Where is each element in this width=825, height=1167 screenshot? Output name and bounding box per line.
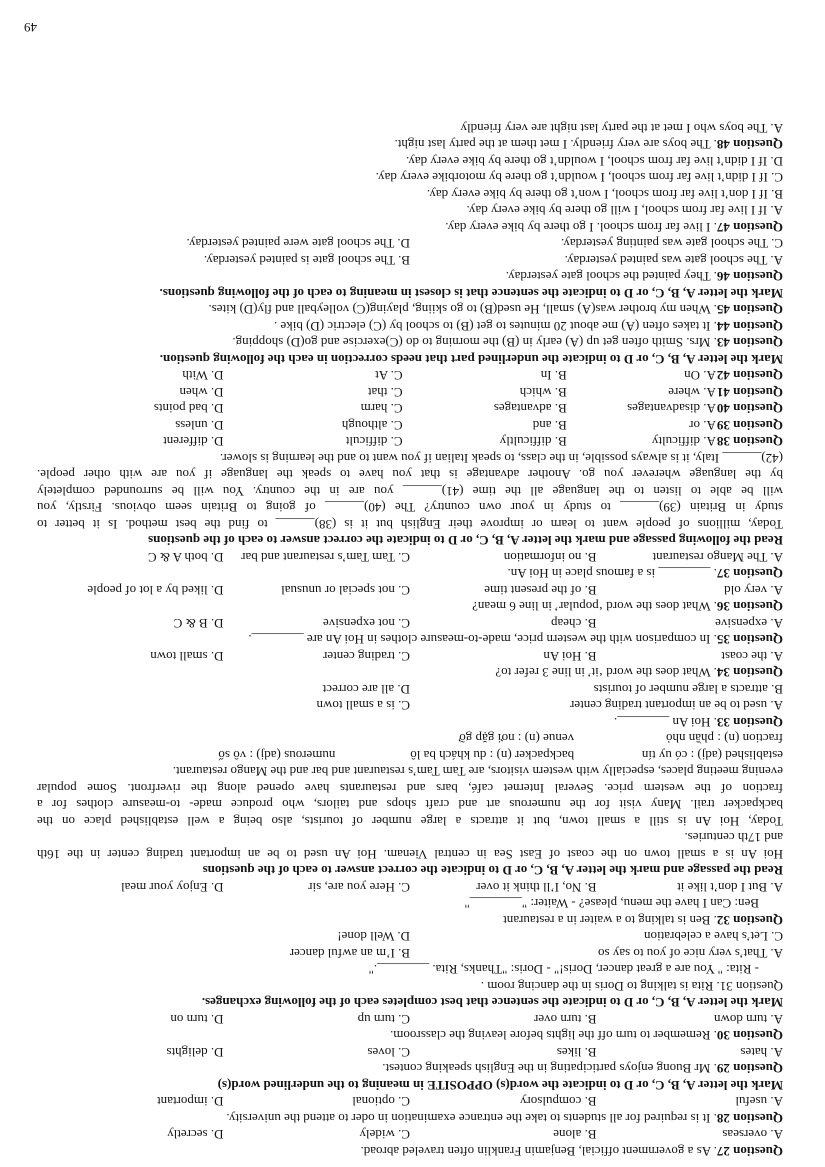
q47-option: B. If I don’t live far from school, I won’t go there by bike every day. — [426, 187, 783, 202]
question-43: Question 43. Mrs. Smith often get up (A) early in (B) the morning to do (C)exercise and go(D) shopping. — [232, 335, 783, 351]
question-32: Question 32. Ben is talking to a waiter in a restaurant — [503, 913, 783, 928]
q47-option: D. If I didn’t live far from school, I wouldn’t go there by bike every day. — [405, 154, 783, 169]
passage2-line: Today, millions of people want to learn or improve their English but it is (38)______ to find the best method. Is it better to — [37, 517, 783, 532]
q27-options: A. overseas B. alone C. widely D. secretly — [167, 1127, 783, 1143]
passage1-line: backpacker trail. Many visit for the numerous art and craft shops and tailors, who produce made- to-measure clothes for a — [37, 797, 783, 813]
question-37: Question 37. ________ is a famous place in Hoi An. — [507, 566, 783, 582]
question-44: Question 44. It takes often (A) me about 20 minutes to get (B) to school by (C) electric (D) bike . — [273, 319, 783, 334]
question-40: Question 40 A. disadvantages B. advantages C. harm D. bad points — [153, 401, 783, 417]
question-30: Question 30. Remember to turn off the lights before leaving the classroom. — [390, 1028, 783, 1044]
instruction-exchanges: Mark the letter A, B, C, or D to indicate the sentence that best completes each of the following exchanges. — [201, 995, 783, 1011]
q31-options-row1: A. That’s very nice of you to say so B. I’m an awful dancer — [289, 946, 783, 961]
q46-options-row1: A. The school gate was painted yesterday. B. The school gate is painted yesterday. — [203, 253, 783, 268]
passage2-line: (42)______ Italy, it is always possible, in the class, to speak Italian if you want to and the learning is slower. — [219, 451, 783, 466]
q46-options-row2: C. The school gate was painting yesterday. D. The school gate were painted yesterday. — [186, 236, 783, 252]
question-31: Question 31. Rita is talking to Doris in the dancing room . — [480, 979, 783, 994]
passage1-line: Hoi An is a small town on the coast of East Sea in central Vienam. Hoi An used to be an important trading center in the 16th — [37, 847, 783, 862]
question-38: Question 38 A. difficulty B. difficultly C. difficult D. different — [163, 434, 783, 450]
question-46: Question 46. They painted the school gate yesterday. — [505, 269, 783, 285]
passage2-line: by the language wherever you go. Another advantage is that you have to speak the language if you are with other people. — [37, 467, 783, 483]
question-39: Question 39 A. or B. and C. although D. unless — [175, 418, 783, 433]
question-48: Question 48. The boys are very friendly. I met them at the party last night. — [394, 137, 783, 153]
question-45: Question 45. When my brother was(A) small, He used(B) to go skiing, playing(C) volleyball and fly(D) kites. — [208, 302, 783, 318]
instruction-meaning: Mark the letter A, B, C, or D to indicate the sentence that is closest in meaning to each of the following questions. — [159, 286, 783, 301]
question-29: Question 29. Mr Buong enjoys participating in the English speaking contest. — [382, 1061, 783, 1077]
q48-option: A. The boys who I met at the party last night are very friendly — [460, 121, 783, 136]
q29-options: A. hates B. likes C. loves D. delights — [166, 1045, 783, 1060]
passage2-line: study in Britain (39)______ to study in your own country? The (40)______ of going to Britain seem obvious. Firstly, you — [37, 500, 783, 516]
question-47: Question 47. I live far from school. I go there by bike every day. — [445, 220, 783, 235]
instruction-error: Mark the letter A, B, C, or D to indicate the underlined part that needs correction in each the following question. — [159, 352, 783, 367]
q31-options-row2: C. Let’s have a celebration D. Well done! — [337, 929, 783, 945]
q32-dialogue: Ben: Can I have the menu, please? - Waiter: "________" — [464, 896, 759, 912]
passage2-line: will be able to listen to the language all the time (41)______ you are in the country. You will be surrounded completely — [37, 484, 783, 499]
passage1-line: Today, Hoi An is still a small town, but it attracts a large number of tourists, also being a well established place on the — [37, 814, 783, 829]
exam-content — [37, 120, 783, 1160]
passage1-line: fraction of the western price. Several Internet café, bars and restaurants have opened along the riverfront. Some popular — [37, 781, 783, 796]
passage1-line: evening meeting places, especially with western visitors, are Tam Tam’s restaurant and bar and the Mango restaurant. — [172, 764, 783, 780]
instruction-passage-2: Read the following passage and mark the letter A, B, C, or D to indicate the correct answer to each of the questions — [148, 533, 783, 549]
question-36: Question 36. What does the word ‘popular’ in line 6 mean? — [472, 599, 783, 615]
question-41: Question 41 A. where B. which C. that D. when — [179, 385, 783, 400]
q32-options: A. But I don’t like it B. No, I’ll think it over C. Here you are, sir D. Enjoy your meal — [120, 880, 783, 895]
q35-options: A. expensive B. cheap C. not expensive D. B & C — [173, 616, 783, 631]
question-28: Question 28. It is required for all students to take the entrance examination in oder to attend the university. — [226, 1111, 783, 1126]
q28-options: A. useful B. compulsory C. optional D. important — [157, 1094, 783, 1110]
q33-options-row1: A. used to be an important trading center C. is a small town — [316, 698, 783, 714]
glossary-row2: fraction (n) : phần nhỏ venue (n) : nơi gặp gỡ — [458, 731, 783, 747]
passage1-line: and 17th centuries. — [684, 830, 783, 846]
question-42: Question 42 A. On B. In C. At D. With — [182, 368, 783, 384]
instruction-opposite: Mark the letter A, B, C, or D to indicate the word(s) OPPOSITE in meaning to the underlined word(s) — [217, 1078, 783, 1093]
q30-options: A. turn down B. turn over C. turn up D. turn on — [170, 1012, 783, 1027]
q33-options-row2: B. attracts a large number of tourists D. all are correct — [322, 682, 783, 697]
question-34: Question 34. What does the word ‘it’ in line 3 refer to? — [495, 665, 783, 681]
q47-option: C. If I didn’t live far from school, I wouldn’t go there by motorbike every day. — [375, 170, 783, 186]
instruction-passage-1: Read the passage and mark the letter A, B, C, or D to indicate the correct answer to each of the questions — [202, 863, 783, 879]
q31-dialogue: - Rita: " You are a great dancer, Doris!" - Doris: "Thanks, Rita. ________." — [368, 962, 759, 978]
glossary-row1: established (adj) : có uy tín backpacker (n) : du khách ba lô numerous (adj) : vô số — [218, 748, 783, 763]
question-27: Question 27. As a government official, Benjamin Franklin often traveled abroad. — [360, 1144, 783, 1159]
q37-options: A. The Mango restaurant B. no information C. Tam Tam’s restaurant and bar D. both A & C — [148, 550, 783, 565]
q34-options: A. the coast B. Hoi An C. trading center D. small town — [150, 649, 783, 664]
question-33: Question 33. Hoi An ________. — [613, 715, 783, 730]
q36-options: A. very old B. of the present time C. not special or unusual D. liked by a lot of people — [87, 583, 783, 598]
q47-option: A. If I live far from school, I will go there by bike every day. — [466, 203, 783, 219]
question-35: Question 35. In comparison with the western price, made-to-measure clothes in Hoi An are ________. — [248, 632, 783, 648]
page-number: 49 — [24, 20, 37, 35]
